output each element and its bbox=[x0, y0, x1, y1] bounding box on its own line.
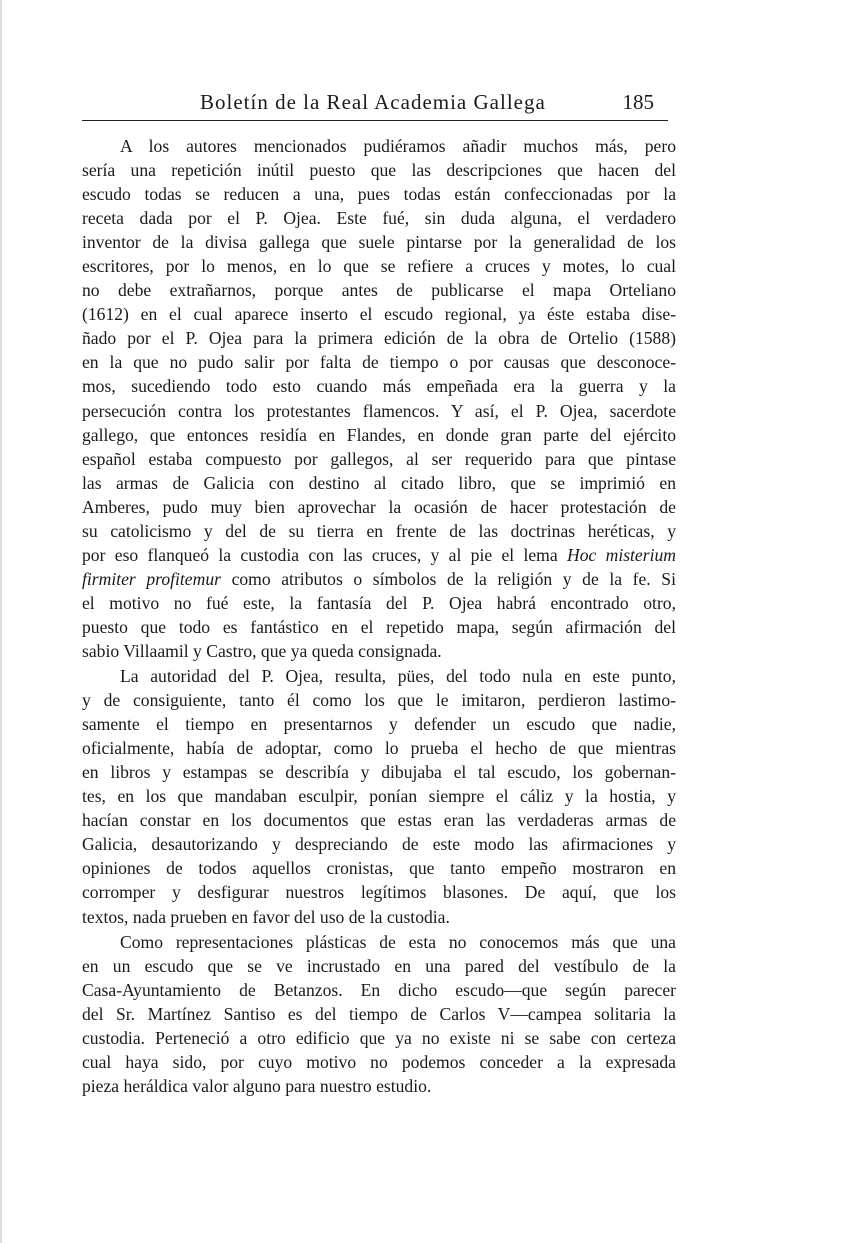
text-segment: su catolicismo y del de su tierra en frente de las doctrinas heréticas, y bbox=[82, 520, 676, 541]
text-line bbox=[82, 712, 676, 736]
text-segment: (1612) en el cual aparece inserto el escudo regional, ya éste estaba dise- bbox=[82, 304, 676, 325]
text-line bbox=[82, 302, 676, 326]
text-segment: las armas de Galicia con destino al citado libro, que se imprimió en bbox=[82, 472, 676, 493]
text-line bbox=[82, 567, 676, 591]
text-segment: pieza heráldica valor alguno para nuestro estudio. bbox=[82, 1075, 432, 1096]
text-segment: por eso flanqueó la custodia con las cruces, y al pie el lema bbox=[82, 544, 567, 565]
text-line bbox=[82, 954, 676, 978]
text-line bbox=[82, 856, 676, 880]
text-line bbox=[82, 230, 676, 254]
text-line bbox=[82, 134, 676, 158]
text-line bbox=[82, 158, 676, 182]
running-title: Boletín de la Real Academia Gallega bbox=[200, 90, 546, 114]
text-line bbox=[82, 519, 676, 543]
text-line bbox=[82, 254, 676, 278]
text-line bbox=[82, 1074, 676, 1098]
text-segment: custodia. Perteneció a otro edificio que ya no existe ni se sabe con certeza bbox=[82, 1027, 676, 1048]
italic-text: Hoc misterium bbox=[566, 544, 676, 565]
paragraph bbox=[82, 664, 676, 929]
text-line bbox=[82, 736, 676, 760]
text-line bbox=[82, 760, 676, 784]
text-segment: mos, sucediendo todo esto cuando más empeñada era la guerra y la bbox=[82, 376, 676, 397]
text-line bbox=[82, 350, 676, 374]
italic-text: firmiter profitemur bbox=[82, 568, 221, 589]
text-line bbox=[82, 399, 676, 423]
text-segment: corromper y desfigurar nuestros legítimos blasones. De aquí, que los bbox=[82, 882, 676, 903]
text-segment: ñado por el P. Ojea para la primera edición de la obra de Ortelio (1588) bbox=[82, 328, 676, 349]
text-line bbox=[82, 808, 676, 832]
text-line bbox=[82, 1002, 676, 1026]
text-line bbox=[82, 978, 676, 1002]
body-text bbox=[82, 134, 676, 1098]
text-line bbox=[82, 905, 676, 929]
text-line bbox=[82, 543, 676, 567]
text-line bbox=[82, 1050, 676, 1074]
text-segment: no debe extrañarnos, porque antes de publicarse el mapa Orteliano bbox=[82, 280, 676, 301]
text-line bbox=[82, 615, 676, 639]
text-segment: el motivo no fué este, la fantasía del P. Ojea habrá encontrado otro, bbox=[82, 592, 676, 613]
text-segment: en libros y estampas se describía y dibujaba el tal escudo, los gobernan- bbox=[82, 762, 676, 783]
text-segment: puesto que todo es fantástico en el repetido mapa, según afirmación del bbox=[82, 616, 676, 637]
text-segment: Amberes, pudo muy bien aprovechar la ocasión de hacer protestación de bbox=[82, 496, 676, 517]
text-line bbox=[82, 784, 676, 808]
paragraph bbox=[82, 930, 676, 1098]
text-segment: inventor de la divisa gallega que suele pintarse por la generalidad de los bbox=[82, 232, 676, 253]
text-segment: como atributos o símbolos de la religión y de la fe. Si bbox=[220, 568, 676, 589]
text-segment: y de consiguiente, tanto él como los que le imitaron, perdieron lastimo- bbox=[82, 690, 676, 711]
text-segment: gallego, que entonces residía en Flandes, en donde gran parte del ejército bbox=[82, 424, 676, 445]
text-line bbox=[82, 688, 676, 712]
text-segment: tes, en los que mandaban esculpir, ponían siempre el cáliz y la hostia, y bbox=[82, 786, 676, 807]
text-segment: La autoridad del P. Ojea, resulta, pües, del todo nula en este punto, bbox=[120, 666, 676, 687]
text-segment: oficialmente, había de adoptar, como lo prueba el hecho de que mientras bbox=[82, 738, 676, 759]
text-segment: en la que no pudo salir por falta de tiempo o por causas que desconoce- bbox=[82, 352, 676, 373]
text-line bbox=[82, 880, 676, 904]
text-segment: persecución contra los protestantes flamencos. Y así, el P. Ojea, sacerdote bbox=[82, 400, 676, 421]
text-segment: samente el tiempo en presentarnos y defender un escudo que nadie, bbox=[82, 714, 676, 735]
text-line bbox=[82, 326, 676, 350]
text-line bbox=[82, 182, 676, 206]
page-number: 185 bbox=[622, 90, 654, 114]
paragraph bbox=[82, 134, 676, 663]
text-segment: hacían constar en los documentos que estas eran las verdaderas armas de bbox=[82, 810, 676, 831]
text-segment: en un escudo que se ve incrustado en una pared del vestíbulo de la bbox=[82, 955, 676, 976]
text-line bbox=[82, 471, 676, 495]
text-segment: Como representaciones plásticas de esta no conocemos más que una bbox=[120, 931, 676, 952]
text-segment: español estaba compuesto por gallegos, al ser requerido para que pintase bbox=[82, 448, 676, 469]
text-line bbox=[82, 447, 676, 471]
text-line bbox=[82, 664, 676, 688]
text-line bbox=[82, 639, 676, 663]
text-segment: escritores, por lo menos, en lo que se refiere a cruces y motes, lo cual bbox=[82, 256, 676, 277]
text-segment: cual haya sido, por cuyo motivo no podemos conceder a la expresada bbox=[82, 1051, 676, 1072]
text-line bbox=[82, 495, 676, 519]
text-segment: sería una repetición inútil puesto que las descripciones que hacen del bbox=[82, 160, 676, 181]
text-segment: opiniones de todos aquellos cronistas, que tanto empeño mostraron en bbox=[82, 858, 676, 879]
text-line bbox=[82, 278, 676, 302]
text-segment: sabio Villaamil y Castro, que ya queda consignada. bbox=[82, 640, 442, 661]
text-segment: Galicia, desautorizando y despreciando de este modo las afirmaciones y bbox=[82, 834, 676, 855]
scan-edge bbox=[0, 0, 2, 1243]
text-segment: escudo todas se reducen a una, pues todas están confeccionadas por la bbox=[82, 184, 676, 205]
text-segment: receta dada por el P. Ojea. Este fué, sin duda alguna, el verdadero bbox=[82, 208, 676, 229]
text-segment: textos, nada prueben en favor del uso de la custodia. bbox=[82, 906, 450, 927]
text-segment: A los autores mencionados pudiéramos añadir muchos más, pero bbox=[120, 136, 676, 156]
text-segment: del Sr. Martínez Santiso es del tiempo de Carlos V—campea solitaria la bbox=[82, 1003, 676, 1024]
text-line bbox=[82, 374, 676, 398]
text-line bbox=[82, 423, 676, 447]
text-line bbox=[82, 832, 676, 856]
text-line bbox=[82, 591, 676, 615]
text-line bbox=[82, 206, 676, 230]
text-line bbox=[82, 1026, 676, 1050]
text-line bbox=[82, 930, 676, 954]
page-header bbox=[82, 86, 668, 121]
text-segment: Casa-Ayuntamiento de Betanzos. En dicho escudo—que según parecer bbox=[82, 979, 676, 1000]
